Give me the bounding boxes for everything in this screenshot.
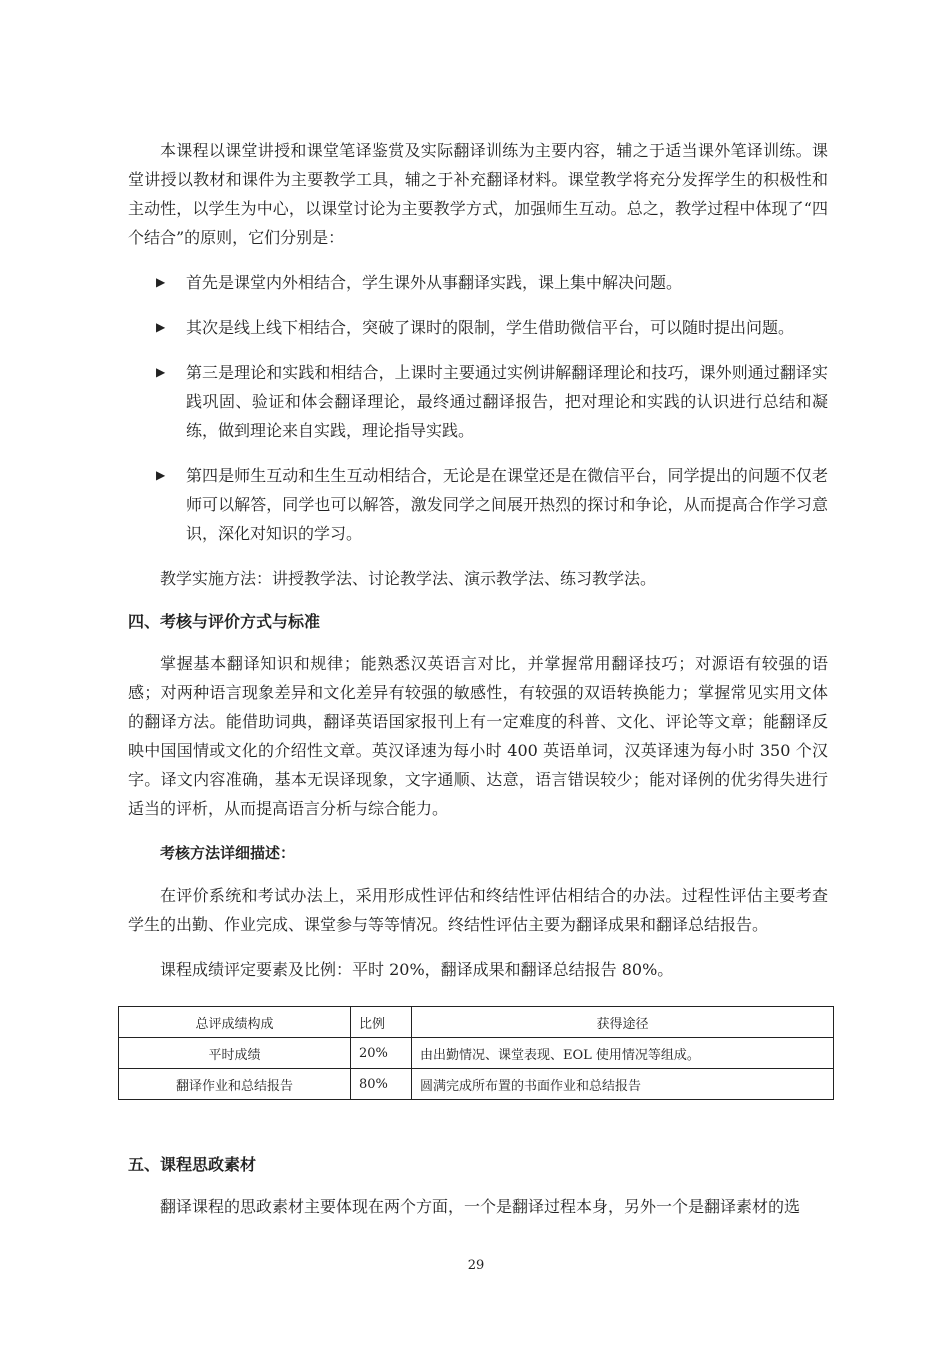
table-cell: 翻译作业和总结报告 xyxy=(119,1069,351,1100)
triangle-bullet-icon: ▶ xyxy=(156,365,166,379)
table-cell: 平时成绩 xyxy=(119,1038,351,1069)
triangle-bullet-icon: ▶ xyxy=(156,320,166,334)
table-header-cell: 获得途径 xyxy=(412,1007,834,1038)
table-cell: 由出勤情况、课堂表现、EOL 使用情况等组成。 xyxy=(412,1038,834,1069)
principles-list xyxy=(128,268,828,548)
list-item: ▶ 其次是线上线下相结合，突破了课时的限制，学生借助微信平台，可以随时提出问题。 xyxy=(128,313,828,342)
table-header-cell: 比例 xyxy=(351,1007,412,1038)
page-number: 29 xyxy=(467,1258,485,1273)
section-5-heading: 五、课程思政素材 xyxy=(128,1155,257,1174)
spacer xyxy=(128,1100,828,1152)
list-item: ▶ 第四是师生互动和生生互动相结合，无论是在课堂还是在微信平台，同学提出的问题不仅老师可以解答，同学也可以解答，激发同学之间展开热烈的探讨和争论，从而提高合作学习意识，深化对知识的学习。 xyxy=(128,461,828,548)
evaluation-paragraph: 在评价系统和考试办法上，采用形成性评估和终结性评估相结合的办法。过程性评估主要考查学生的出勤、作业完成、课堂参与等等情况。终结性评估主要为翻译成果和翻译总结报告。 xyxy=(128,886,828,934)
triangle-bullet-icon: ▶ xyxy=(156,468,166,482)
assessment-method-subheading: 考核方法详细描述： xyxy=(160,844,296,862)
table-cell: 20% xyxy=(351,1038,412,1069)
triangle-bullet-icon: ▶ xyxy=(156,275,166,289)
table-cell: 圆满完成所布置的书面作业和总结报告 xyxy=(412,1069,834,1100)
table-cell: 80% xyxy=(351,1069,412,1100)
table-row xyxy=(119,1038,834,1069)
list-item: ▶ 首先是课堂内外相结合，学生课外从事翻译实践，课上集中解决问题。 xyxy=(128,268,828,297)
table-header-row xyxy=(119,1007,834,1038)
intro-paragraph: 本课程以课堂讲授和课堂笔译鉴赏及实际翻译训练为主要内容，辅之于适当课外笔译训练。课堂讲授以教材和课件为主要教学工具，辅之于补充翻译材料。课堂教学将充分发挥学生的积极性和主动性，以学生为中心，以课堂讨论为主要教学方式，加强师生互动。总之，教学过程中体现了“四个结合”的原则，它们分别是： xyxy=(128,141,828,247)
table-row xyxy=(119,1069,834,1100)
assessment-standard-paragraph: 掌握基本翻译知识和规律；能熟悉汉英语言对比，并掌握常用翻译技巧；对源语有较强的语感；对两种语言现象差异和文化差异有较强的敏感性，有较强的双语转换能力；掌握常见实用文体的翻译方法。能借助词典，翻译英语国家报刊上有一定难度的科普、文化、评论等文章；能翻译反映中国国情或文化的介绍性文章。英汉译速为每小时 400 英语单词，汉英译速为每小时 350 个汉字。译文内容准确，基本无误译现象，文字通顺、达意，语言错误较少；能对译例的优劣得失进行适当的评析，从而提高语言分析与综合能力。 xyxy=(128,654,828,818)
list-item: ▶ 第三是理论和实践和相结合，上课时主要通过实例讲解翻译理论和技巧，课外则通过翻译实践巩固、验证和体会翻译理论，最终通过翻译报告，把对理论和实践的认识进行总结和凝练，做到理论来自实践，理论指导实践。 xyxy=(128,358,828,445)
section-4-heading: 四、考核与评价方式与标准 xyxy=(128,612,321,631)
grade-ratio-paragraph: 课程成绩评定要素及比例：平时 20%，翻译成果和翻译总结报告 80%。 xyxy=(160,960,674,979)
teaching-methods: 教学实施方法：讲授教学法、讨论教学法、演示教学法、练习教学法。 xyxy=(160,569,657,588)
grade-composition-table xyxy=(118,1006,834,1100)
table-header-cell: 总评成绩构成 xyxy=(119,1007,351,1038)
page-content xyxy=(128,136,828,1221)
ideology-material-paragraph: 翻译课程的思政素材主要体现在两个方面，一个是翻译过程本身，另外一个是翻译素材的选 xyxy=(160,1197,801,1216)
